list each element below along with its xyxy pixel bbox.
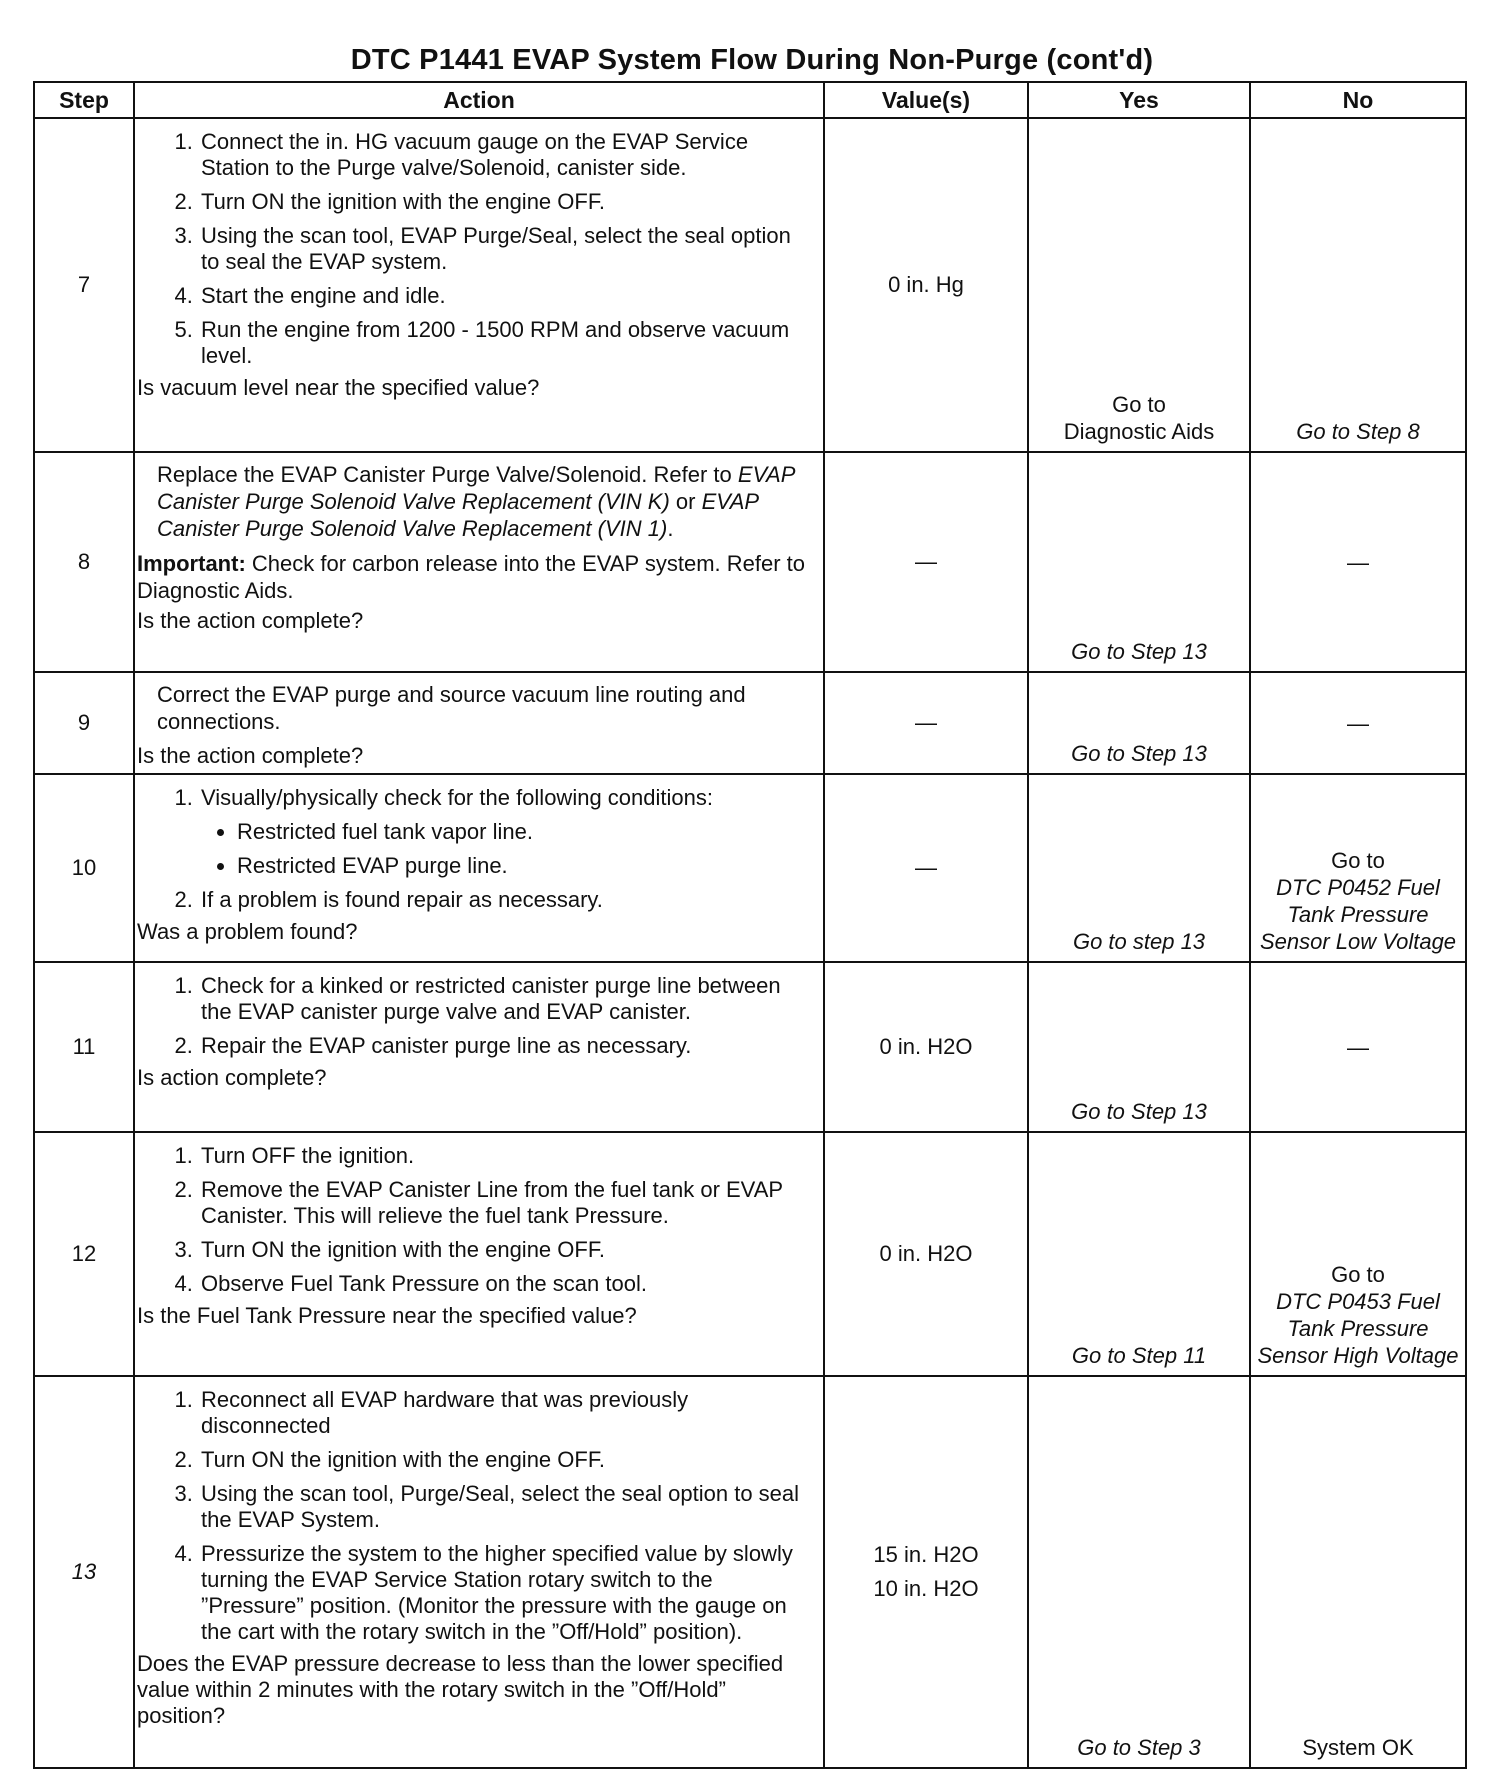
value-text: 15 in. H2O xyxy=(873,1542,979,1567)
no-target: DTC P0453 Fuel Tank Pressure Sensor High Voltage xyxy=(1257,1289,1459,1368)
action-column-header: Action xyxy=(134,82,824,118)
no-cell: Go to Step 8 xyxy=(1250,118,1466,452)
list-item-text: Visually/physically check for the following conditions: xyxy=(201,785,713,810)
value-text: 0 in. Hg xyxy=(888,272,964,297)
yes-cell: Go to step 13 xyxy=(1028,774,1250,962)
no-cell xyxy=(1250,1132,1466,1376)
list-item: 2. Turn ON the ignition with the engine OFF. xyxy=(199,1447,815,1473)
list-item: 2. Remove the EVAP Canister Line from the fuel tank or EVAP Canister. This will relieve the fuel tank Pressure. xyxy=(199,1177,815,1229)
value-cell xyxy=(824,1376,1028,1768)
no-cell: System OK xyxy=(1250,1376,1466,1768)
step-number: 12 xyxy=(34,1132,134,1376)
step-number: 13 xyxy=(34,1376,134,1768)
action-list xyxy=(143,785,815,913)
step-column-header: Step xyxy=(34,82,134,118)
action-cell xyxy=(134,1132,824,1376)
value-cell xyxy=(824,962,1028,1132)
important-label: Important: xyxy=(137,551,246,576)
reference-link[interactable]: EVAP Canister Purge Solenoid Valve Replacement (VIN K) xyxy=(157,462,795,514)
value-cell: — xyxy=(824,774,1028,962)
list-item: 3. Turn ON the ignition with the engine OFF. xyxy=(199,1237,815,1263)
list-item: 2. If a problem is found repair as necessary. xyxy=(199,887,815,913)
step-number: 10 xyxy=(34,774,134,962)
table-row xyxy=(34,1132,1466,1376)
table-row xyxy=(34,962,1466,1132)
important-text: Check for carbon release into the EVAP system. Refer to Diagnostic Aids. xyxy=(137,551,806,603)
value-text: 0 in. H2O xyxy=(879,1034,973,1059)
list-item: 2. Turn ON the ignition with the engine OFF. xyxy=(199,189,815,215)
action-list xyxy=(143,1143,815,1297)
action-list xyxy=(143,129,815,369)
important-note xyxy=(137,550,815,604)
action-cell xyxy=(134,672,824,774)
yes-cell: Go to Step 13 xyxy=(1028,962,1250,1132)
question-text: Is action complete? xyxy=(137,1065,327,1090)
yes-cell: Go to Step 11 xyxy=(1028,1132,1250,1376)
value-cell: — xyxy=(824,672,1028,774)
diagnostic-table xyxy=(33,81,1467,1769)
action-list xyxy=(143,1387,815,1645)
table-row xyxy=(34,1376,1466,1768)
question-text: Is the Fuel Tank Pressure near the specified value? xyxy=(137,1303,637,1328)
value-text: 0 in. H2O xyxy=(879,1241,973,1266)
list-item: 2. Repair the EVAP canister purge line as necessary. xyxy=(199,1033,815,1059)
no-target: DTC P0452 Fuel Tank Pressure Sensor Low Voltage xyxy=(1259,875,1457,954)
value-cell xyxy=(824,1132,1028,1376)
yes-cell: Go to Step 13 xyxy=(1028,672,1250,774)
question-text: Is the action complete? xyxy=(137,743,364,768)
action-cell xyxy=(134,1376,824,1768)
condition-list xyxy=(201,819,815,879)
yes-column-header: Yes xyxy=(1028,82,1250,118)
list-item: 4. Pressurize the system to the higher specified value by slowly turning the EVAP Service Station rotary switch to the ”Pressure” position. (Monitor the pressure with the gauge on the cart with the rotary switch in the ”Off/Hold” position). xyxy=(199,1541,815,1645)
no-go-to: Go to xyxy=(1331,1262,1385,1287)
question-text: Was a problem found? xyxy=(137,919,358,944)
action-paragraph: Correct the EVAP purge and source vacuum line routing and connections. xyxy=(157,682,746,734)
yes-cell: Go to Step 13 xyxy=(1028,452,1250,672)
step-number: 9 xyxy=(34,672,134,774)
value-cell xyxy=(824,118,1028,452)
yes-cell: Go to Step 3 xyxy=(1028,1376,1250,1768)
condition-item: • Restricted EVAP purge line. xyxy=(237,853,815,879)
action-text: Replace the EVAP Canister Purge Valve/Solenoid. Refer to xyxy=(157,462,732,487)
list-item: 4. Observe Fuel Tank Pressure on the scan tool. xyxy=(199,1271,815,1297)
list-item: 1. Reconnect all EVAP hardware that was previously disconnected xyxy=(199,1387,815,1439)
action-text: or xyxy=(675,489,696,514)
no-cell: — xyxy=(1250,672,1466,774)
list-item: 5. Run the engine from 1200 - 1500 RPM and observe vacuum level. xyxy=(199,317,815,369)
no-go-to: Go to xyxy=(1331,848,1385,873)
question-text: Is the action complete? xyxy=(137,608,364,633)
page-title: DTC P1441 EVAP System Flow During Non-Purge (cont'd) xyxy=(350,44,1154,76)
list-item: 1. Connect the in. HG vacuum gauge on the EVAP Service Station to the Purge valve/Solenoid, canister side. xyxy=(199,129,815,181)
action-cell xyxy=(134,452,824,672)
no-cell xyxy=(1250,774,1466,962)
no-column-header: No xyxy=(1250,82,1466,118)
list-item: 1. Check for a kinked or restricted canister purge line between the EVAP canister purge valve and EVAP canister. xyxy=(199,973,815,1025)
yes-go-to: Go to xyxy=(1112,392,1166,417)
table-row xyxy=(34,774,1466,962)
reference-link[interactable]: EVAP Canister Purge Solenoid Valve Replacement (VIN 1) xyxy=(157,489,759,541)
step-number: 8 xyxy=(34,452,134,672)
table-header-row xyxy=(34,82,1466,118)
action-cell xyxy=(134,962,824,1132)
table-row xyxy=(34,452,1466,672)
values-column-header: Value(s) xyxy=(824,82,1028,118)
yes-cell xyxy=(1028,118,1250,452)
action-list xyxy=(143,973,815,1059)
yes-target: Diagnostic Aids xyxy=(1063,419,1215,444)
no-cell: — xyxy=(1250,962,1466,1132)
list-item: 3. Using the scan tool, Purge/Seal, select the seal option to seal the EVAP System. xyxy=(199,1481,815,1533)
list-item xyxy=(199,785,815,879)
table-row xyxy=(34,118,1466,452)
list-item: 4. Start the engine and idle. xyxy=(199,283,815,309)
action-cell xyxy=(134,118,824,452)
question-text: Does the EVAP pressure decrease to less than the lower specified value within 2 minutes with the rotary switch in the ”Off/Hold” position? xyxy=(137,1651,784,1728)
list-item: 1. Turn OFF the ignition. xyxy=(199,1143,815,1169)
list-item: 3. Using the scan tool, EVAP Purge/Seal, select the seal option to seal the EVAP system. xyxy=(199,223,815,275)
action-paragraph xyxy=(143,461,815,542)
value-text: 10 in. H2O xyxy=(873,1576,979,1601)
table-row xyxy=(34,672,1466,774)
action-cell xyxy=(134,774,824,962)
no-cell: — xyxy=(1250,452,1466,672)
question-text: Is vacuum level near the specified value? xyxy=(137,375,540,400)
condition-item: • Restricted fuel tank vapor line. xyxy=(237,819,815,845)
step-number: 7 xyxy=(34,118,134,452)
value-cell: — xyxy=(824,452,1028,672)
step-number: 11 xyxy=(34,962,134,1132)
action-text: . xyxy=(667,516,674,541)
